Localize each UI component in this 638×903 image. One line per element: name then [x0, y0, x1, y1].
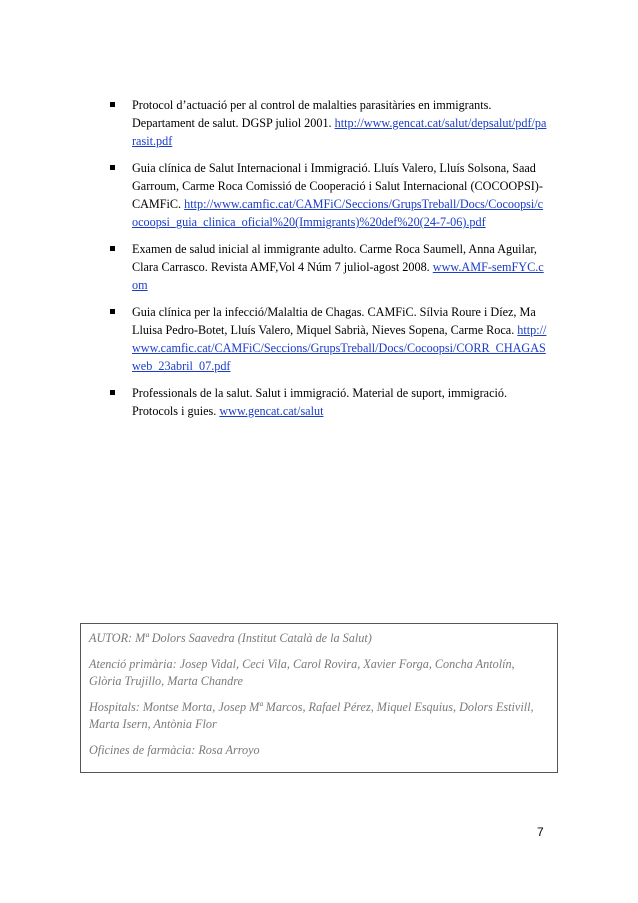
reference-text: Professionals de la salut. Salut i immigració. Material de suport, immigració. Protocols i guies. [132, 386, 508, 418]
reference-link[interactable]: http://www.camfic.cat/CAMFiC/Seccions/GrupsTreball/Docs/Cocoopsi/cocoopsi_guia_clinica_oficial%20(Immigrants)%20def%20(24-7-06).pdf [132, 197, 544, 229]
credits-box [80, 623, 558, 773]
reference-item [107, 96, 547, 150]
reference-text: Examen de salud inicial al immigrante adulto. Carme Roca Saumell, Anna Aguilar, Clara Carrasco. Revista AMF,Vol 4 Núm 7 juliol-agost 2008. [132, 242, 537, 274]
reference-text: Guia clínica de Salut Internacional i Immigració. Lluís Valero, Lluís Solsona, Saad Garroum, Carme Roca Comissió de Cooperació i Salut Internacional (COCOOPSI)-CAMFiC. [132, 161, 543, 211]
reference-link[interactable]: www.AMF-semFYC.com [132, 260, 544, 292]
reference-item [107, 159, 547, 231]
reference-link[interactable]: http://www.camfic.cat/CAMFiC/Seccions/GrupsTreball/Docs/Cocoopsi/CORR_CHAGASweb_23abril_07.pdf [132, 323, 547, 373]
author-credit: AUTOR: Mª Dolors Saavedra (Institut Català de la Salut) [89, 631, 372, 645]
reference-item [107, 384, 547, 420]
reference-link[interactable]: http://www.gencat.cat/salut/depsalut/pdf/parasit.pdf [132, 116, 547, 148]
page-number: 7 [537, 825, 544, 839]
reference-text: Protocol d’actuació per al control de malalties parasitàries en immigrants. Departament de salut. DGSP juliol 2001. [132, 98, 492, 130]
reference-list [107, 96, 547, 429]
reference-link[interactable]: www.gencat.cat/salut [219, 404, 324, 418]
square-bullet-icon [110, 102, 115, 107]
reference-text: Guia clínica per la infecció/Malaltia de Chagas. CAMFiC. Sílvia Roure i Díez, Ma Lluisa Pedro-Botet, Lluís Valero, Miquel Sabrià, Nieves Sopena, Carme Roca. [132, 305, 536, 337]
square-bullet-icon [110, 246, 115, 251]
square-bullet-icon [110, 390, 115, 395]
primary-care-credit: Atenció primària: Josep Vidal, Ceci Vila, Carol Rovira, Xavier Forga, Concha Antolín, Glòria Trujillo, Marta Chandre [89, 656, 515, 688]
hospitals-credit: Hospitals: Montse Morta, Josep Mª Marcos, Rafael Pérez, Miquel Esquius, Dolors Estivill, Marta Isern, Antònia Flor [89, 699, 534, 731]
square-bullet-icon [110, 165, 115, 170]
pharmacy-credit: Oficines de farmàcia: Rosa Arroyo [89, 742, 260, 757]
reference-item [107, 303, 547, 375]
reference-item [107, 240, 547, 294]
square-bullet-icon [110, 309, 115, 314]
